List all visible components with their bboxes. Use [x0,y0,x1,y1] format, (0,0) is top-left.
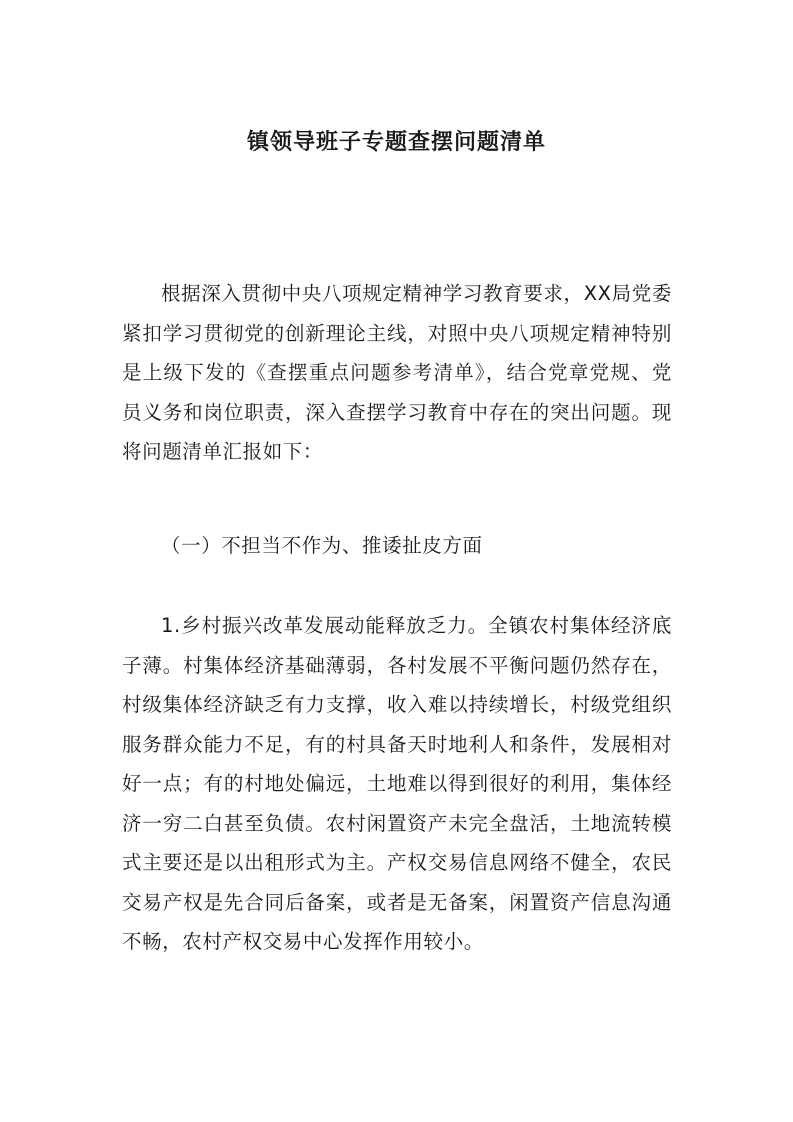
section-heading: （一）不担当不作为、推诿扯皮方面 [161,534,483,557]
item-1-paragraph: 1.乡村振兴改革发展动能释放乏力。全镇农村集体经济底子薄。村集体经济基础薄弱，各村发展不平衡问题仍然存在，村级集体经济缺乏有力支撑，收入难以持续增长，村级党组织服务群众能力不足，有的村具备天时地利人和条件，发展相对好一点；有的村地处偏远，土地难以得到很好的利用，集体经济一穷二白甚至负债。农村闲置资产未完全盘活，土地流转模式主要还是以出租形式为主。产权交易信息网络不健全，农民交易产权是先合同后备案，或者是无备案，闲置资产信息沟通不畅，农村产权交易中心发挥作用较小。 [122,614,672,953]
intro-paragraph: 根据深入贯彻中央八项规定精神学习教育要求，XX局党委紧扣学习贯彻党的创新理论主线，对照中央八项规定精神特别是上级下发的《查摆重点问题参考清单》，结合党章党规、党员义务和岗位职责，深入查摆学习教育中存在的突出问题。现将问题清单汇报如下： [122,282,672,463]
document-title: 镇领导班子专题查摆问题清单 [246,130,546,155]
